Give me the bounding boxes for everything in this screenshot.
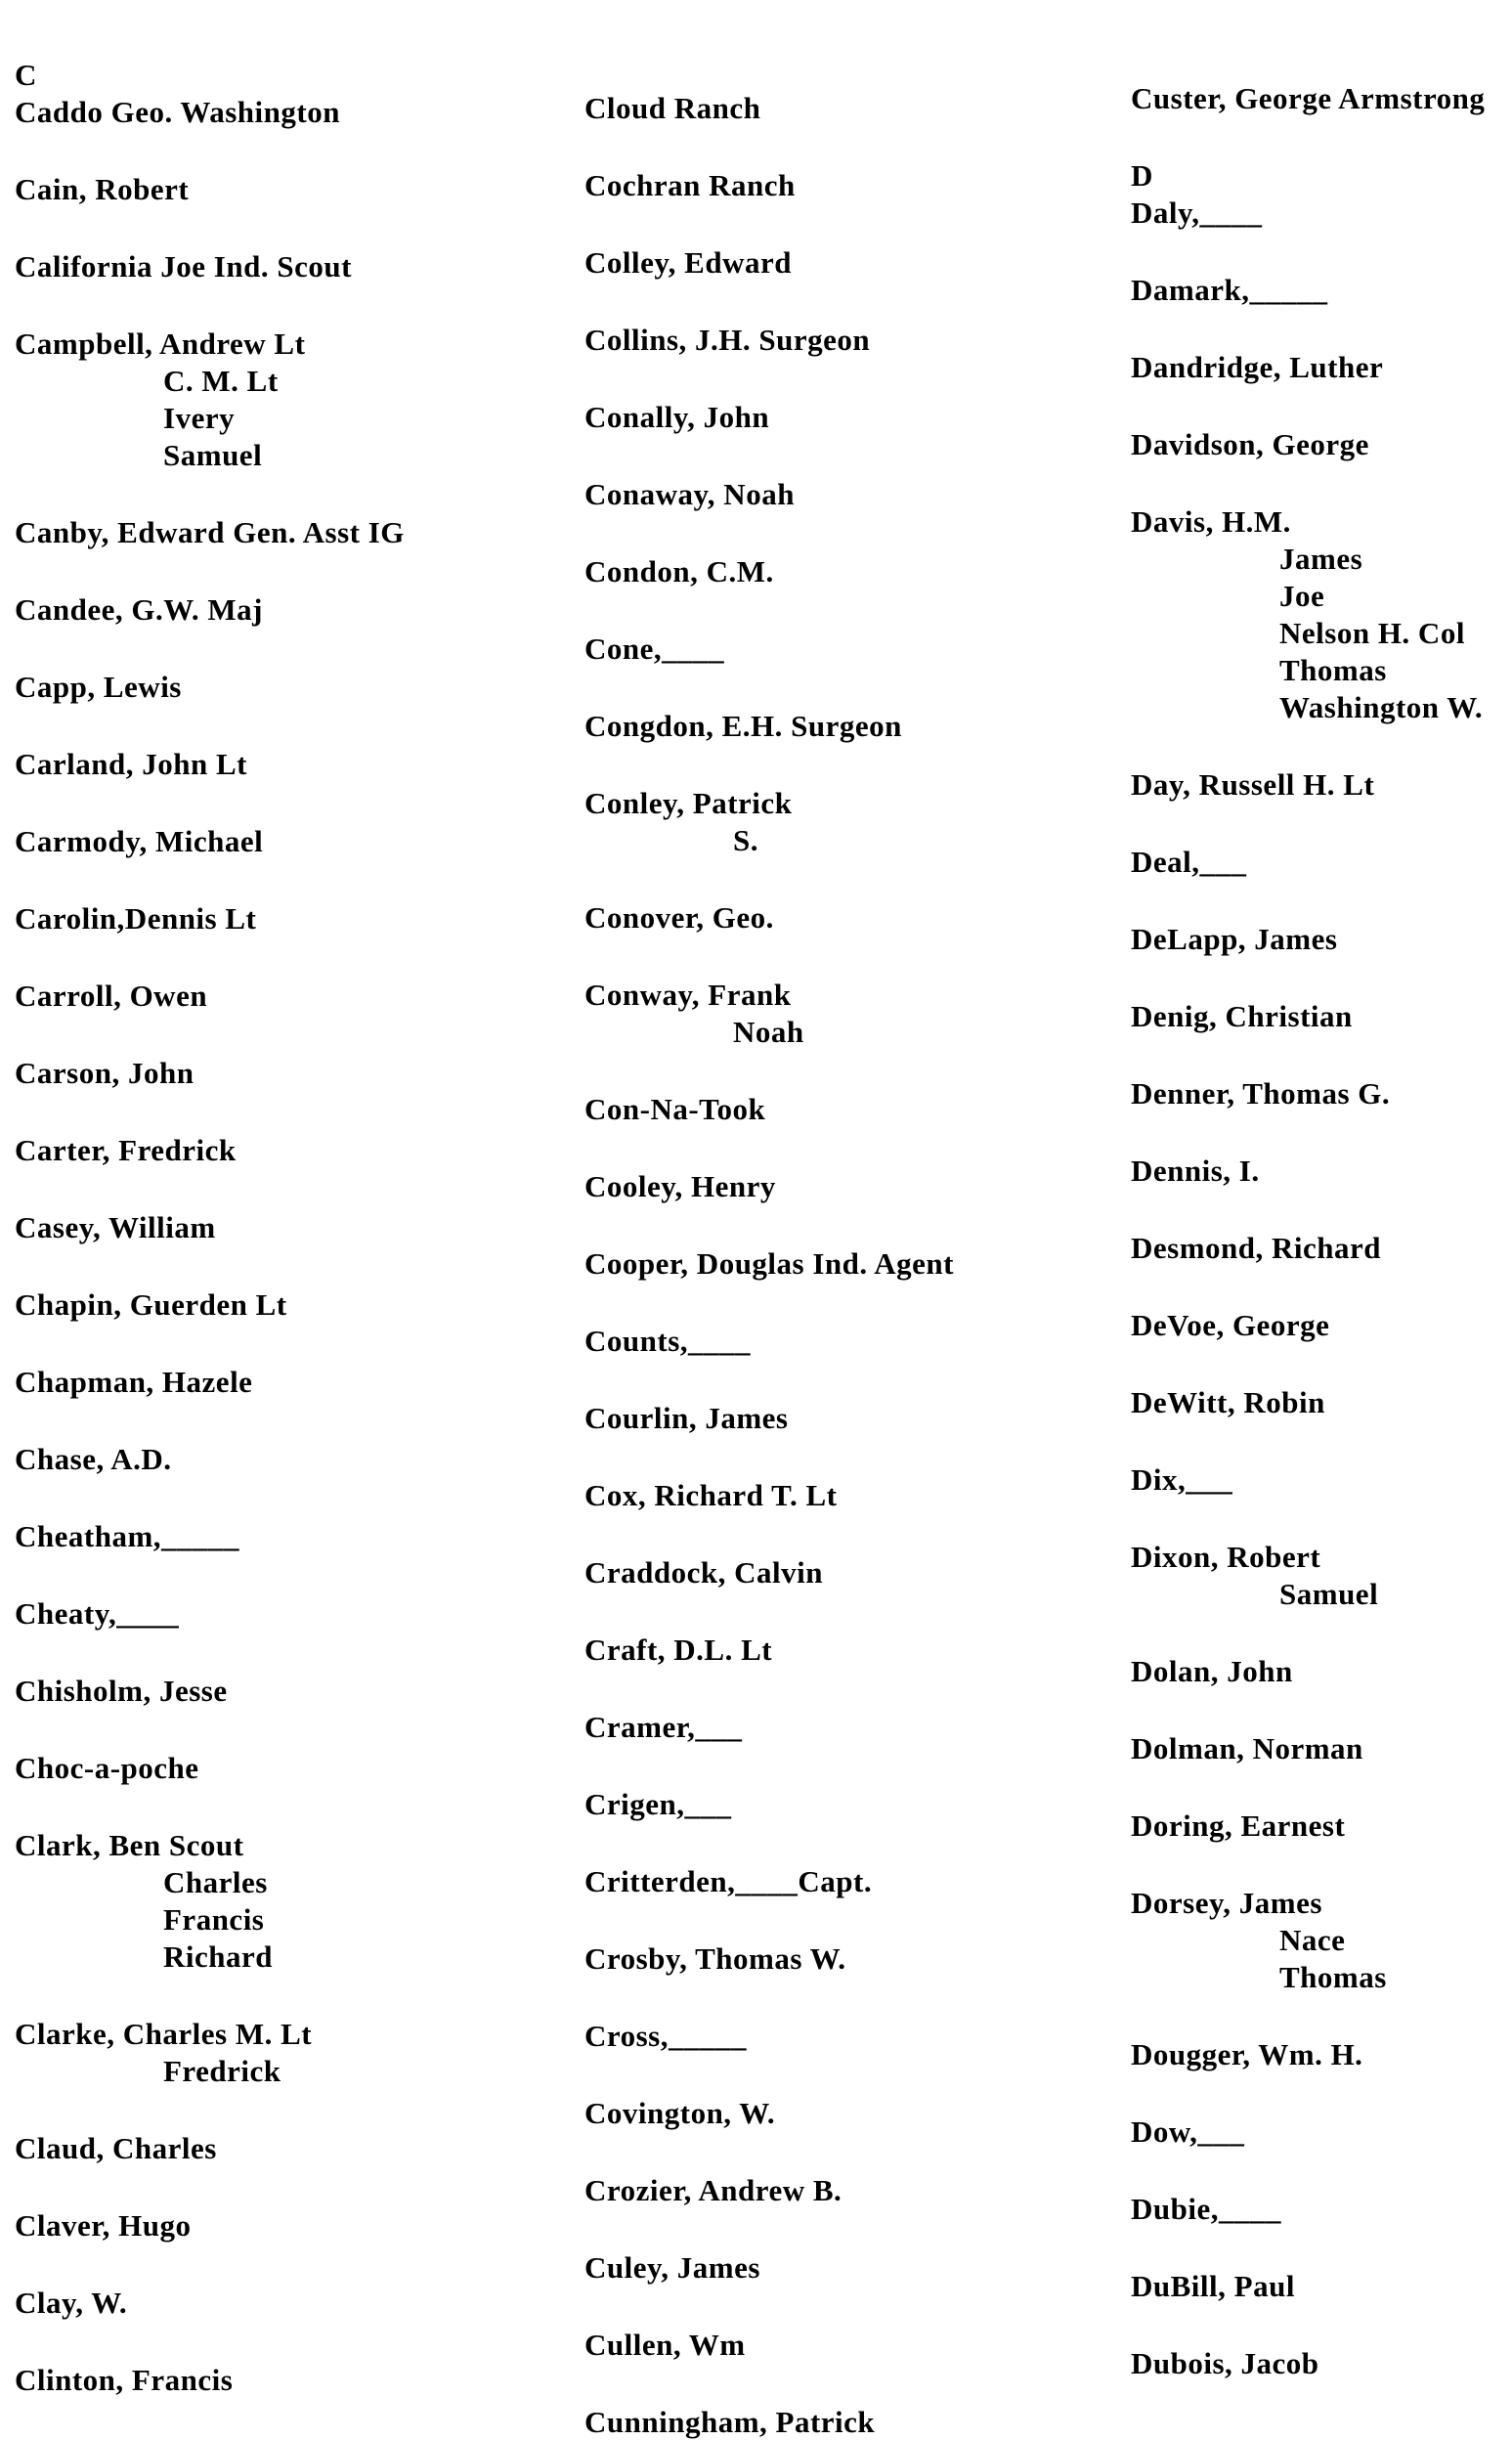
- entry-name: Cooley, Henry: [584, 1169, 776, 1203]
- index-entry: [15, 1364, 547, 1401]
- index-entry: [1131, 921, 1507, 958]
- entry-name: Dix,___: [1131, 1462, 1233, 1497]
- entry-subname: Richard: [163, 1939, 273, 1974]
- entry-name: Doring, Earnest: [1131, 1808, 1346, 1843]
- entry-name: Carland, John Lt: [15, 747, 247, 781]
- index-entry: [1131, 1307, 1507, 1344]
- entry-name: Carson, John: [15, 1056, 194, 1090]
- entry-name: Dolman, Norman: [1131, 1731, 1363, 1765]
- entry-subname: Washington W.: [1279, 690, 1484, 724]
- index-entry: [584, 1168, 1117, 1205]
- index-entry: [15, 2130, 547, 2167]
- index-entry: [15, 1055, 547, 1092]
- index-entry: [1131, 2345, 1507, 2382]
- index-entry: [584, 1786, 1117, 1823]
- entry-name: Condon, C.M.: [584, 554, 774, 588]
- index-entry: [1131, 1153, 1507, 1190]
- entry-name: Collins, J.H. Surgeon: [584, 323, 871, 357]
- entry-name: Choc-a-poche: [15, 1751, 199, 1785]
- entry-name: Claver, Hugo: [15, 2208, 192, 2243]
- index-entry: [1131, 272, 1507, 309]
- index-entry: [584, 977, 1117, 1051]
- entry-name: Covington, W.: [584, 2096, 776, 2130]
- index-entry: [584, 1554, 1117, 1591]
- index-entry: [15, 1441, 547, 1478]
- entry-name: Dandridge, Luther: [1131, 350, 1384, 384]
- index-column-left: [15, 57, 547, 2439]
- index-entry: [584, 2095, 1117, 2132]
- entry-name: Capp, Lewis: [15, 670, 182, 704]
- section-header: C: [15, 58, 37, 92]
- index-entry: [584, 2172, 1117, 2209]
- index-entry: [1131, 844, 1507, 881]
- entry-name: Conaway, Noah: [584, 477, 795, 511]
- entry-subname: Charles: [163, 1865, 268, 1899]
- entry-name: Cone,____: [584, 632, 725, 666]
- index-entry: [1131, 1539, 1507, 1613]
- entry-name: Conover, Geo.: [584, 900, 774, 935]
- index-entry: [15, 900, 547, 937]
- index-entry: [584, 244, 1117, 282]
- entry-name: Chapin, Guerden Lt: [15, 1287, 287, 1322]
- entry-name: Cloud Ranch: [584, 91, 761, 125]
- index-entry: [1131, 80, 1507, 117]
- entry-name: Dubois, Jacob: [1131, 2346, 1319, 2380]
- index-entry: [584, 1477, 1117, 1514]
- index-entry: [1131, 1230, 1507, 1267]
- entry-name: Dolan, John: [1131, 1654, 1293, 1688]
- entry-name: Carmody, Michael: [15, 824, 264, 858]
- index-entry: [15, 2016, 547, 2090]
- entry-name: Desmond, Richard: [1131, 1231, 1382, 1265]
- index-entry: [1131, 2268, 1507, 2305]
- entry-name: Dennis, I.: [1131, 1154, 1260, 1188]
- entry-name: Claud, Charles: [15, 2131, 217, 2165]
- index-entry: [15, 2285, 547, 2322]
- entry-name: Carroll, Owen: [15, 979, 208, 1013]
- entry-name: Craddock, Calvin: [584, 1555, 823, 1590]
- entry-subname: James: [1279, 542, 1363, 576]
- entry-name: DeVoe, George: [1131, 1308, 1330, 1342]
- index-entry: [584, 399, 1117, 436]
- index-entry: [15, 1209, 547, 1246]
- entry-name: Carter, Fredrick: [15, 1133, 237, 1167]
- entry-name: Cramer,___: [584, 1710, 743, 1744]
- entry-name: DeLapp, James: [1131, 922, 1338, 956]
- entry-name: Campbell, Andrew Lt: [15, 327, 306, 361]
- entry-subname: Thomas: [1279, 1960, 1387, 1994]
- index-entry: [15, 1827, 547, 1976]
- entry-name: Dow,___: [1131, 2114, 1245, 2149]
- index-entry: [584, 708, 1117, 745]
- entry-name: Critterden,____Capt.: [584, 1864, 873, 1898]
- entry-subname: S.: [733, 823, 758, 857]
- index-entry: [584, 2404, 1117, 2440]
- entry-name: Clinton, Francis: [15, 2363, 234, 2397]
- index-entry: [1131, 1885, 1507, 1996]
- index-entry: [1131, 1075, 1507, 1112]
- index-entry: [15, 1750, 547, 1787]
- entry-name: Conally, John: [584, 400, 770, 434]
- entry-subname: C. M. Lt: [163, 364, 279, 398]
- index-entry: [584, 1400, 1117, 1437]
- entry-name: Dixon, Robert: [1131, 1540, 1321, 1574]
- entry-name: Clark, Ben Scout: [15, 1828, 244, 1862]
- index-entry: [584, 90, 1117, 127]
- entry-name: Dougger, Wm. H.: [1131, 2037, 1363, 2071]
- index-column-middle: [584, 90, 1117, 2440]
- entry-name: Damark,_____: [1131, 273, 1328, 307]
- entry-name: Custer, George Armstrong: [1131, 81, 1486, 115]
- index-entry: [15, 1673, 547, 1710]
- entry-name: Congdon, E.H. Surgeon: [584, 709, 902, 743]
- entry-name: Chase, A.D.: [15, 1442, 172, 1476]
- index-entry: [15, 746, 547, 783]
- entry-name: Cheatham,_____: [15, 1519, 240, 1553]
- entry-name: DuBill, Paul: [1131, 2269, 1295, 2303]
- entry-name: Cross,_____: [584, 2019, 747, 2053]
- entry-name: Clarke, Charles M. Lt: [15, 2017, 313, 2051]
- index-entry: [584, 476, 1117, 513]
- entry-subname: Fredrick: [163, 2054, 281, 2088]
- entry-subname: Joe: [1279, 579, 1325, 613]
- entry-name: Davis, H.M.: [1131, 504, 1291, 539]
- index-column-right: [1131, 80, 1507, 2422]
- index-entry: [1131, 349, 1507, 386]
- index-entry: [15, 2362, 547, 2399]
- index-entry: [15, 669, 547, 706]
- entry-name: Conley, Patrick: [584, 786, 793, 820]
- index-entry: [1131, 998, 1507, 1035]
- index-entry: [15, 514, 547, 551]
- index-entry: [584, 553, 1117, 590]
- entry-subname: Francis: [163, 1902, 265, 1937]
- entry-subname: Nelson H. Col: [1279, 616, 1465, 650]
- index-entry: [15, 171, 547, 208]
- index-entry: [584, 2327, 1117, 2364]
- index-entry: [584, 1245, 1117, 1283]
- entry-subname: Nace: [1279, 1923, 1346, 1957]
- entry-subname: Samuel: [1279, 1577, 1379, 1611]
- index-entry: [15, 591, 547, 629]
- entry-name: Con-Na-Took: [584, 1092, 766, 1126]
- entry-name: Dubie,____: [1131, 2192, 1281, 2226]
- index-entry: [15, 1132, 547, 1169]
- index-entry: [1131, 2113, 1507, 2151]
- entry-name: Conway, Frank: [584, 978, 792, 1012]
- entry-subname: Noah: [733, 1015, 804, 1049]
- index-entry: [584, 1709, 1117, 1746]
- index-entry: [15, 1518, 547, 1555]
- entry-name: Culey, James: [584, 2250, 760, 2285]
- entry-name: Day, Russell H. Lt: [1131, 767, 1375, 802]
- entry-name: Cheaty,____: [15, 1596, 180, 1631]
- entry-name: Crigen,___: [584, 1787, 732, 1821]
- index-entry: [584, 785, 1117, 859]
- entry-name: Colley, Edward: [584, 245, 792, 280]
- entry-name: Courlin, James: [584, 1401, 789, 1435]
- index-entry: [584, 1632, 1117, 1669]
- entry-name: Dorsey, James: [1131, 1886, 1322, 1920]
- entry-name: Deal,___: [1131, 845, 1247, 879]
- index-entry: [1131, 2036, 1507, 2073]
- index-entry: [584, 1863, 1117, 1900]
- index-entry: [584, 322, 1117, 359]
- entry-name: Cain, Robert: [15, 172, 190, 206]
- index-entry: [15, 248, 547, 285]
- index-entry: [584, 2249, 1117, 2287]
- entry-name: Canby, Edward Gen. Asst IG: [15, 515, 405, 549]
- entry-name: Denig, Christian: [1131, 999, 1353, 1033]
- entry-name: Denner, Thomas G.: [1131, 1076, 1391, 1111]
- entry-name: Daly,____: [1131, 196, 1263, 230]
- index-entry: [1131, 195, 1507, 232]
- section-header: D: [1131, 158, 1153, 193]
- index-entry: [1131, 503, 1507, 726]
- entry-name: California Joe Ind. Scout: [15, 249, 352, 283]
- index-entry: [15, 326, 547, 474]
- entry-name: Cochran Ranch: [584, 168, 796, 202]
- index-entry: [584, 1091, 1117, 1128]
- entry-name: Chisholm, Jesse: [15, 1674, 228, 1708]
- entry-name: Crosby, Thomas W.: [584, 1941, 846, 1976]
- index-entry: [584, 1940, 1117, 1978]
- index-entry: [15, 1595, 547, 1633]
- index-entry: [1131, 1730, 1507, 1767]
- index-entry: [15, 1286, 547, 1324]
- index-entry: [584, 1323, 1117, 1360]
- entry-name: Casey, William: [15, 1210, 216, 1244]
- index-entry: [15, 2207, 547, 2244]
- entry-subname: Samuel: [163, 438, 263, 472]
- index-entry: [1131, 1653, 1507, 1690]
- entry-name: Counts,____: [584, 1324, 752, 1358]
- entry-name: Chapman, Hazele: [15, 1365, 253, 1399]
- entry-name: Cooper, Douglas Ind. Agent: [584, 1246, 954, 1281]
- entry-name: Carolin,Dennis Lt: [15, 901, 257, 936]
- entry-name: Davidson, George: [1131, 427, 1369, 461]
- index-entry: [15, 978, 547, 1015]
- index-entry: [584, 167, 1117, 204]
- entry-name: Cunningham, Patrick: [584, 2405, 876, 2439]
- entry-name: Clay, W.: [15, 2286, 128, 2320]
- index-entry: [15, 94, 547, 131]
- entry-name: Cox, Richard T. Lt: [584, 1478, 838, 1512]
- entry-name: Candee, G.W. Maj: [15, 592, 263, 627]
- entry-name: Crozier, Andrew B.: [584, 2173, 842, 2207]
- entry-subname: Thomas: [1279, 653, 1387, 687]
- index-entry: [1131, 1461, 1507, 1499]
- index-entry: [1131, 766, 1507, 804]
- entry-name: DeWitt, Robin: [1131, 1385, 1325, 1419]
- entry-name: Caddo Geo. Washington: [15, 95, 340, 129]
- entry-name: Cullen, Wm: [584, 2328, 746, 2362]
- entry-subname: Ivery: [163, 401, 236, 435]
- index-entry: [15, 823, 547, 860]
- index-entry: [1131, 1808, 1507, 1845]
- index-entry: [1131, 2191, 1507, 2228]
- index-entry: [584, 899, 1117, 937]
- index-entry: [1131, 1384, 1507, 1421]
- index-entry: [1131, 426, 1507, 463]
- index-entry: [584, 2018, 1117, 2055]
- entry-name: Craft, D.L. Lt: [584, 1633, 773, 1667]
- index-entry: [584, 631, 1117, 668]
